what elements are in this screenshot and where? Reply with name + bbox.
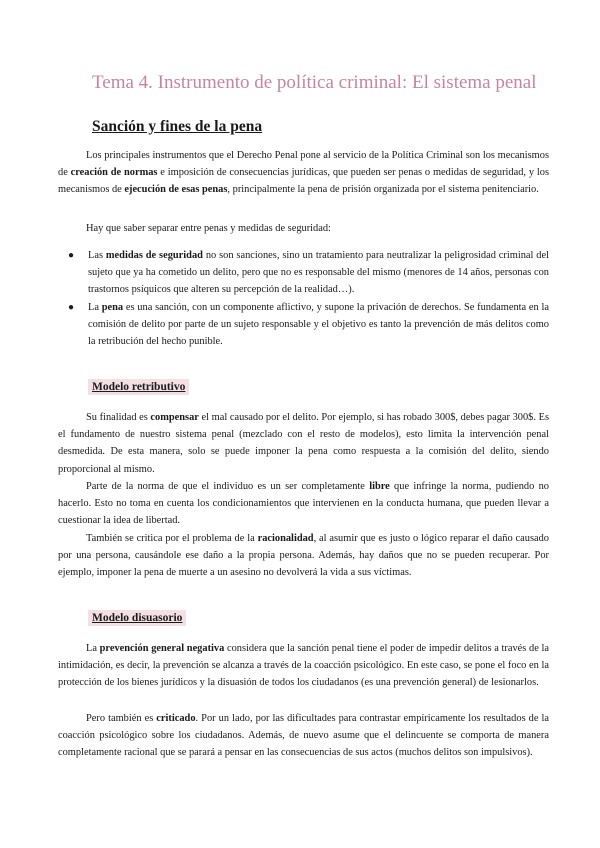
bullet-marker: ● bbox=[68, 250, 75, 261]
text: considera que la sanción penal tiene el poder de impedir delitos a través de la intimidación, es decir, la prevención se alcanza a través de la coacción psicológico. En este caso, se pone el foco en la protección de los bienes jurídicos y la disuasión de todos los ciudadanos (es una prevención general) de lesionarlos. bbox=[58, 643, 550, 689]
text: Parte de la norma de que el individuo es un ser completamente bbox=[86, 481, 370, 492]
bold-term: prevención general negativa bbox=[99, 643, 225, 654]
section-heading-retributivo: Modelo retributivo bbox=[88, 379, 189, 395]
section-title: Sanción y fines de la pena bbox=[92, 118, 263, 135]
disuasorio-paragraph-2 bbox=[58, 710, 549, 762]
bold-term: racionalidad bbox=[257, 533, 314, 544]
bold-term: ejecución de esas penas bbox=[124, 184, 228, 196]
text: , al asumir que es justo o lógico reparar el daño causado por una persona, causándole ese daño a la propia persona. Además, hay daños que no se pueden recuperar. Por ejemplo, imponer la pena de muerte a un asesino no devolverá la vida a sus víctimas. bbox=[58, 533, 549, 579]
text: Los principales instrumentos que el Derecho Penal pone al servicio de la Política Criminal son los mecanismos de bbox=[58, 150, 549, 179]
section-heading-disuasorio: Modelo disuasorio bbox=[88, 610, 186, 626]
bold-term: criticado bbox=[156, 713, 196, 724]
disuasorio-paragraph-1 bbox=[58, 640, 549, 692]
text: La bbox=[88, 302, 102, 313]
text: e imposición de consecuencias jurídicas, que pueden ser penas o medidas de seguridad, y los mecanismos de bbox=[58, 167, 550, 196]
text: Pero también es bbox=[86, 713, 157, 724]
text: . Por un lado, por las dificultades para contrastar empíricamente los resultados de la coacción psicológico sobre los ciudadanos. Además, de nuevo asume que el delincuente se comporta de manera completamente racional que se parará a pensar en las consecuencias de sus actos (muchos delitos son impulsivos). bbox=[58, 713, 549, 759]
text: La bbox=[86, 643, 100, 654]
retributivo-paragraph-3 bbox=[58, 530, 549, 582]
text: que infringe la norma, pudiendo no hacerlo. Esto no toma en cuenta los condicionamientos que intervienen en la conducta humana, que pueden llevar a cuestionar la idea de libertad. bbox=[58, 481, 549, 527]
page-title: Tema 4. Instrumento de política criminal: El sistema penal bbox=[92, 72, 537, 93]
text: no son sanciones, sino un tratamiento para neutralizar la peligrosidad criminal del sujeto que ya ha cometido un delito, pero que no es responsable del mismo (menores de 14 años, personas con trastornos psíquicos que alteren su percepción de la realidad…). bbox=[88, 250, 549, 296]
bullet-marker: ● bbox=[68, 302, 75, 313]
text: es una sanción, con un componente aflictivo, y supone la privación de derechos. Se fundamenta en la comisión de delito por parte de un sujeto responsable y el objetivo es tanto la prevención de más delitos como la retribución del hecho punible. bbox=[88, 302, 549, 348]
bullet-item bbox=[88, 299, 549, 351]
bold-term: libre bbox=[369, 481, 390, 492]
text: También se critica por el problema de la bbox=[86, 533, 258, 544]
intro-paragraph bbox=[58, 147, 549, 199]
bold-term: medidas de seguridad bbox=[105, 250, 203, 261]
text: Su finalidad es bbox=[86, 412, 151, 423]
bold-term: compensar bbox=[150, 412, 199, 423]
bold-term: pena bbox=[101, 302, 124, 313]
text: , principalmente la pena de prisión organizada por el sistema penitenciario. bbox=[227, 184, 539, 196]
text: el mal causado por el delito. Por ejemplo, si has robado 300$, debes pagar 300$. Es el fundamento de nuestro sistema penal (mezclado con el resto de modelos), esto limita la intervención penal desmedida. De esta manera, solo se puede imponer la pena como respuesta a la comisión del delito, siendo proporcional al mismo. bbox=[58, 412, 549, 475]
bold-term: creación de normas bbox=[70, 167, 158, 179]
bullet-item bbox=[88, 247, 549, 299]
retributivo-paragraph-1 bbox=[58, 409, 549, 478]
retributivo-paragraph-2 bbox=[58, 478, 549, 530]
text: Las bbox=[88, 250, 106, 261]
intro-paragraph-2: Hay que saber separar entre penas y medidas de seguridad: bbox=[86, 223, 331, 234]
